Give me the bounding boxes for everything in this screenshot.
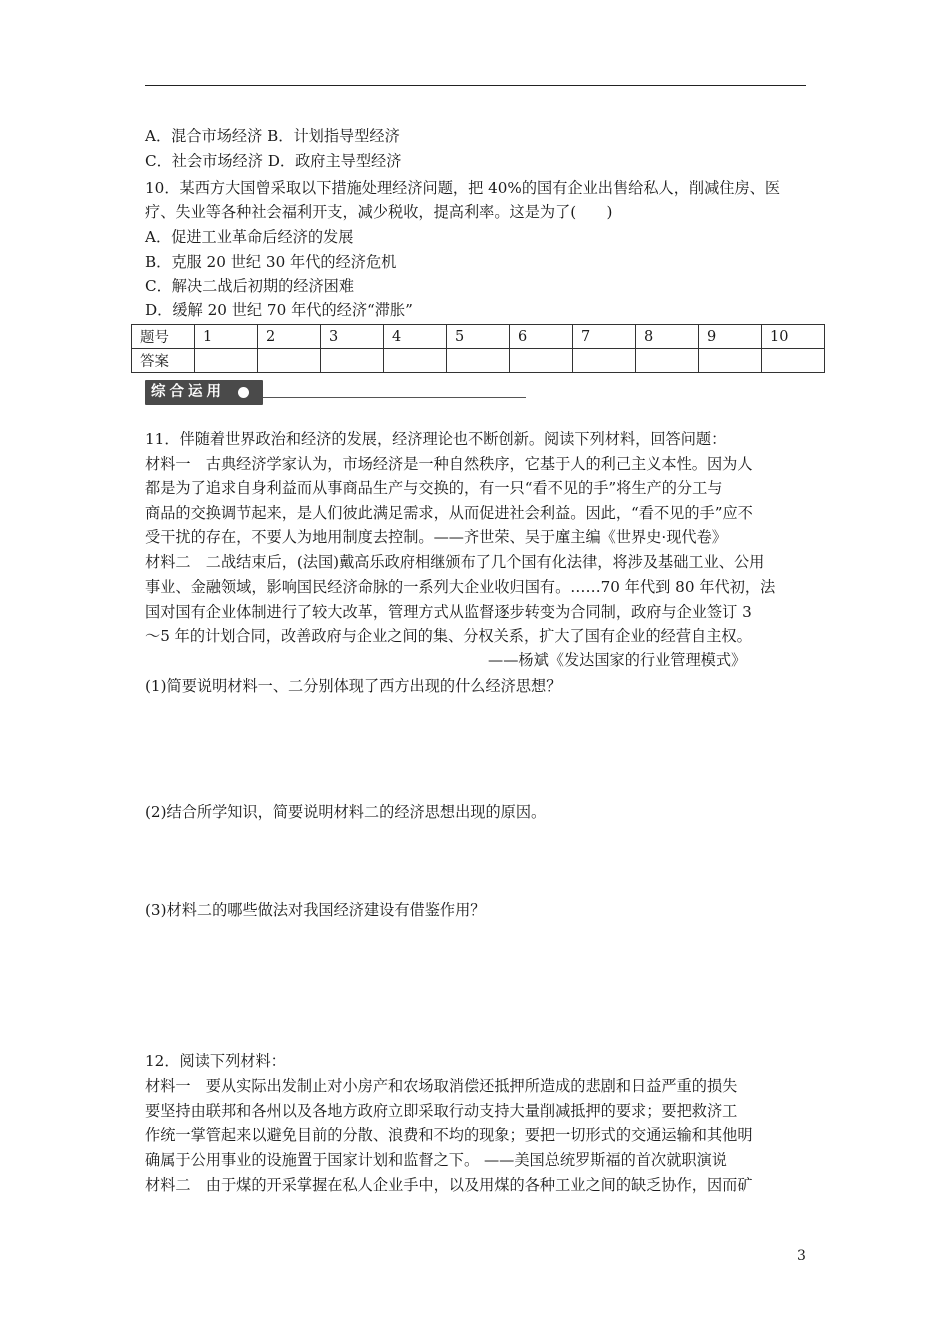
answer-table-answer-label: 答案 xyxy=(132,349,195,373)
answer-cell[interactable] xyxy=(762,349,825,373)
q11-material1-line4: 受干扰的存在，不要人为地用制度去控制。——齐世荣、吴于廑主编《世界史·现代卷》 xyxy=(145,528,727,546)
q12-intro: 12．阅读下列材料： xyxy=(145,1052,286,1070)
q12-material1-line4: 确属于公用事业的设施置于国家计划和监督之下。 ——美国总统罗斯福的首次就职演说 xyxy=(145,1151,727,1169)
q9-options-ab: A．混合市场经济 B．计划指导型经济 xyxy=(145,127,400,145)
q11-intro: 11．伴随着世界政治和经济的发展，经济理论也不断创新。阅读下列材料，回答问题： xyxy=(145,430,727,448)
answer-table-number: 6 xyxy=(510,325,573,349)
q9-options-cd: C．社会市场经济 D．政府主导型经济 xyxy=(145,152,402,170)
answer-cell[interactable] xyxy=(699,349,762,373)
answer-table-number: 5 xyxy=(447,325,510,349)
q10-option-a: A．促进工业革命后经济的发展 xyxy=(145,228,354,246)
q10-option-d: D．缓解 20 世纪 70 年代的经济“滞胀” xyxy=(145,301,413,319)
q11-material1-line1: 材料一 古典经济学家认为，市场经济是一种自然秩序，它基于人的利己主义本性。因为人 xyxy=(145,455,753,473)
answer-cell[interactable] xyxy=(510,349,573,373)
q11-material2-line3: 国对国有企业体制进行了较大改革，管理方式从监督逐步转变为合同制，政府与企业签订 3 xyxy=(145,603,752,621)
q10-option-b: B．克服 20 世纪 30 年代的经济危机 xyxy=(145,253,397,271)
answer-table-number: 3 xyxy=(321,325,384,349)
q11-material2-line4: ～5 年的计划合同，改善政府与企业之间的集、分权关系，扩大了国有企业的经营自主权。 xyxy=(145,627,752,645)
q12-material1-line1: 材料一 要从实际出发制止对小房产和农场取消偿还抵押所造成的悲剧和日益严重的损失 xyxy=(145,1077,738,1095)
q11-material1-line2: 都是为了追求自身利益而从事商品生产与交换的，有一只“看不见的手”将生产的分工与 xyxy=(145,479,723,497)
q11-material2-source: ——杨斌《发达国家的行业管理模式》 xyxy=(488,651,747,669)
answer-cell[interactable] xyxy=(258,349,321,373)
answer-cell[interactable] xyxy=(636,349,699,373)
page-number: 3 xyxy=(797,1248,806,1264)
answer-table xyxy=(131,324,825,373)
answer-table-number: 4 xyxy=(384,325,447,349)
answer-cell[interactable] xyxy=(573,349,636,373)
q12-material1-line2: 要坚持由联邦和各州以及各地方政府立即采取行动支持大量削减抵押的要求；要把救济工 xyxy=(145,1102,738,1120)
answer-cell[interactable] xyxy=(321,349,384,373)
q11-subquestion-3: (3)材料二的哪些做法对我国经济建设有借鉴作用？ xyxy=(145,901,486,919)
q11-material2-line1: 材料二 二战结束后，(法国)戴高乐政府相继颁布了几个国有化法律，将涉及基础工业、公用 xyxy=(145,553,765,571)
header-rule xyxy=(145,85,806,86)
answer-table-number-row xyxy=(132,325,825,349)
answer-cell[interactable] xyxy=(384,349,447,373)
q11-material2-line2: 事业、金融领域，影响国民经济命脉的一系列大企业收归国有。……70 年代到 80 年代初，法 xyxy=(145,578,776,596)
answer-table-number: 10 xyxy=(762,325,825,349)
answer-table-number-label: 题号 xyxy=(132,325,195,349)
answer-table-answer-row xyxy=(132,349,825,373)
q10-option-c: C．解决二战后初期的经济困难 xyxy=(145,277,355,295)
answer-cell[interactable] xyxy=(195,349,258,373)
q11-subquestion-1: (1)简要说明材料一、二分别体现了西方出现的什么经济思想？ xyxy=(145,677,562,695)
q11-subquestion-2: (2)结合所学知识，简要说明材料二的经济思想出现的原因。 xyxy=(145,803,547,821)
q12-material2-line1: 材料二 由于煤的开采掌握在私人企业手中，以及用煤的各种工业之间的缺乏协作，因而矿 xyxy=(145,1176,753,1194)
answer-cell[interactable] xyxy=(447,349,510,373)
banner-rule xyxy=(263,397,526,398)
q11-material1-line3: 商品的交换调节起来，是人们彼此满足需求，从而促进社会利益。因此，“看不见的手”应不 xyxy=(145,504,753,522)
answer-table-number: 9 xyxy=(699,325,762,349)
q10-stem-line2: 疗、失业等各种社会福利开支，减少税收，提高利率。这是为了( ) xyxy=(145,203,613,221)
banner-dot-icon xyxy=(238,387,249,398)
answer-table-number: 7 xyxy=(573,325,636,349)
answer-table-number: 8 xyxy=(636,325,699,349)
q12-material1-line3: 作统一掌管起来以避免目前的分散、浪费和不均的现象；要把一切形式的交通运输和其他明 xyxy=(145,1126,753,1144)
q10-stem-line1: 10．某西方大国曾采取以下措施处理经济问题，把 40%的国有企业出售给私人，削减住房、医 xyxy=(145,179,781,197)
answer-table-number: 2 xyxy=(258,325,321,349)
section-banner-label: 综合运用 xyxy=(151,384,225,400)
answer-table-number: 1 xyxy=(195,325,258,349)
